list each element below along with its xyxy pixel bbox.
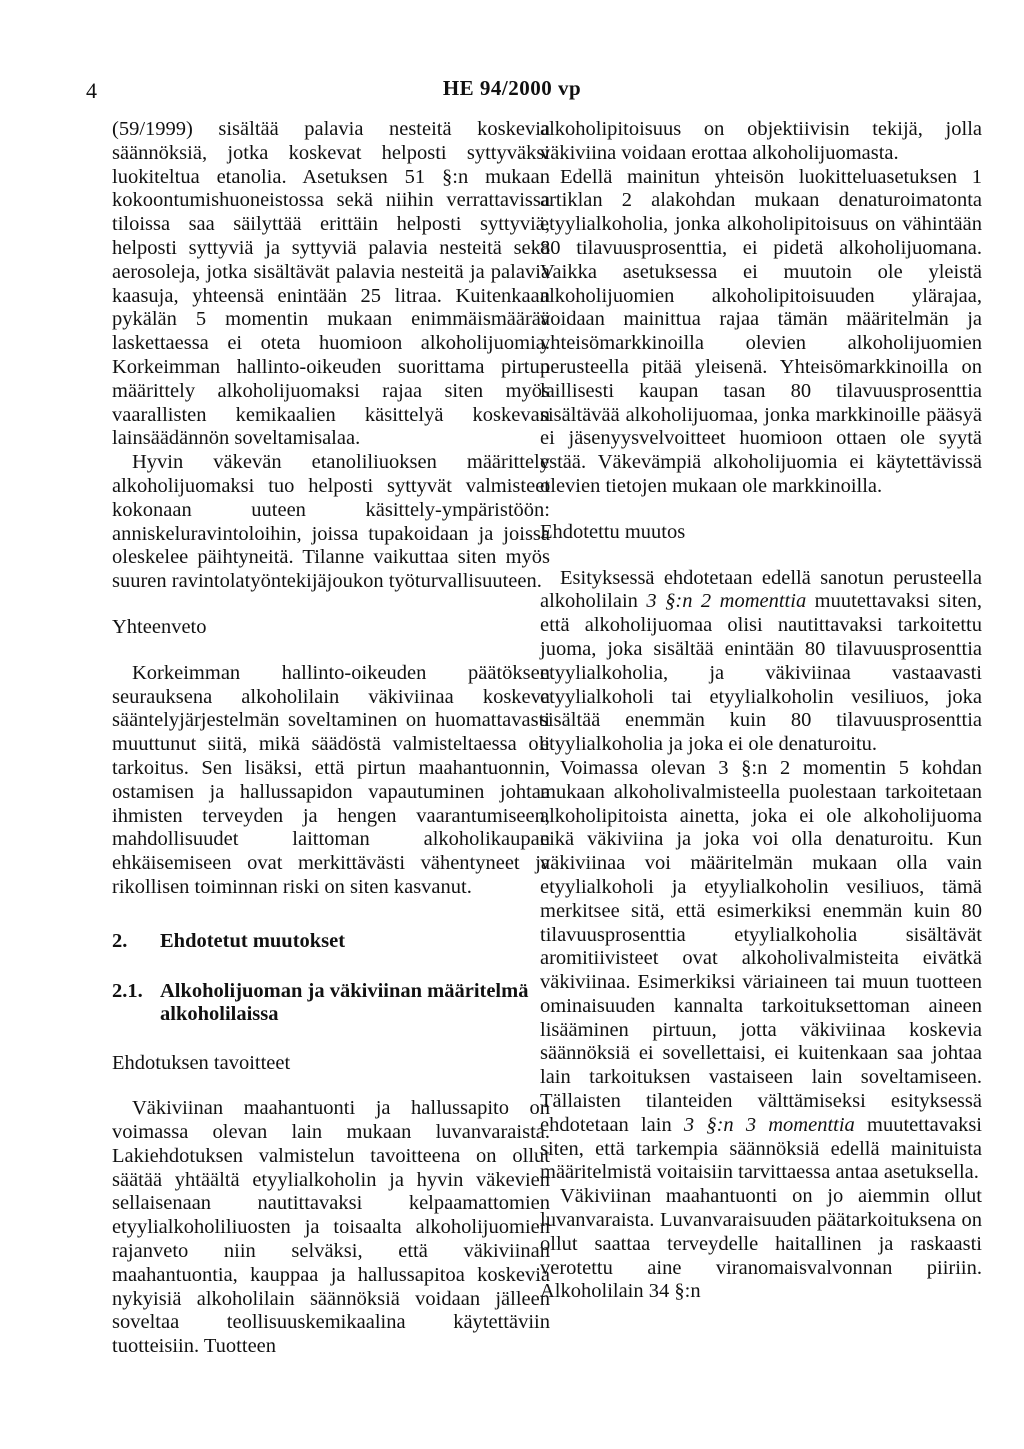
text-run: Voimassa olevan 3 §:n 2 momentin 5 kohdan mukaan alkoholivalmisteella puolestaan tarkoitetaan alkoholipitoista ainetta, joka ei ole alkoholijuoma eikä väkiviina ja joka voi olla denaturoitu. Kun väkiviinaa voi määritelmän mukaan olla vain etyylialkoholi ja etyylialkoholin vesiliuos, tämä merkitsee sitä, että esimerkiksi enemmän kuin 80 tilavuusprosenttia etyylialkoholia sisältävät aromitiivisteet ovat alkoholivalmisteita eivätkä väkiviinaa. Esimerkiksi väriaineen tai muun tuotteen ominaisuuden kannalta tarkoituksettoman aineen lisääminen pirtuun, jotta väkiviinaa koskevia säännöksiä ei sovellettaisi, ei kuitenkaan saa johtaa lain tarkoituksen vastaiseen lain soveltamiseen. Tällaisten tilanteiden välttämiseksi esityksessä ehdotetaan lain: [540, 756, 982, 1136]
right-column: [540, 118, 982, 1304]
section-heading: [112, 930, 550, 954]
running-header: HE 94/2000 vp: [442, 76, 582, 100]
law-reference: 3 §:n 2 momenttia: [646, 590, 807, 613]
subsection-number: 2.1.: [112, 979, 143, 1002]
paragraph: Korkeimman hallinto-oikeuden päätöksen seurauksena alkoholilain väkiviinaa koskeva sääntelyjärjestelmän soveltaminen on huomattavasti muuttunut siitä, mikä säädöstä valmisteltaessa oli tarkoitus. Sen lisäksi, että pirtun maahantuonnin, ostamisen ja hallussapidon vapautuminen johtaa ihmisten terveyden ja hengen vaarantumiseen, mahdollisuudet laittoman alkoholikaupan ehkäisemiseen ovat merkittävästi vähentyneet ja rikollisen toiminnan riski on siten kasvanut.: [112, 661, 550, 898]
paragraph: alkoholipitoisuus on objektiivisin tekijä, jolla väkiviina voidaan erottaa alkoholijuomasta.: [540, 118, 982, 164]
subsection-title: Alkoholijuoman ja väkiviinan määritelmä alkoholilaissa: [160, 979, 529, 1025]
paragraph: Väkiviinan maahantuonti on jo aiemmin ollut luvanvaraista. Luvanvaraisuuden päätarkoituksena on ollut saattaa terveydelle haitallinen ja raskaasti verotettu aine viranomaisvalvonnan piiriin. Alkoholilain 34 §:n: [540, 1185, 982, 1303]
paragraph: Edellä mainitun yhteisön luokitteluasetuksen 1 artiklan 2 alakohdan mukaan denaturoimatonta etyylialkoholia, jonka alkoholipitoisuus on vähintään 80 tilavuusprosenttia, ei pidetä alkoholijuomana. Vaikka asetuksessa ei muutoin ole yleistä alkoholijuomien alkoholipitoisuuden ylärajaa, voidaan mainittua rajaa tämän määritelmän ja yhteisömarkkinoilla olevien alkoholijuomien perusteella pitää yleisenä. Yhteisömarkkinoilla on laillisesti kaupan tasan 80 tilavuusprosenttia sisältävää alkoholijuomaa, jonka markkinoille pääsyä ei jäsenyysvelvoitteet huomioon ottaen ole syytä estää. Väkevämpiä alkoholijuomia ei käytettävissä olevien tietojen mukaan ole markkinoilla.: [540, 165, 982, 497]
subheading-change: Ehdotettu muutos: [540, 520, 686, 543]
section-number: 2.: [112, 929, 128, 952]
paragraph: [540, 567, 982, 757]
subsection-heading: [112, 980, 550, 1026]
paragraph: Väkiviinan maahantuonti ja hallussapito on voimassa olevan lain mukaan luvanvaraista. Lakiehdotuksen valmistelun tavoitteena on ollut säätää yhtäältä etyylialkoholin ja hyvin väkevien sellaisenaan nautittavaksi kelpaamattomien etyylialkoholiliuosten ja toisaalta alkoholijuomien rajanveto niin selväksi, että väkiviinan maahantuontia, kauppaa ja hallussapitoa koskevia nykyisiä alkoholilain säännöksiä voidaan jälleen soveltaa teollisuuskemikaalina käytettäviin tuotteisiin. Tuotteen: [112, 1097, 550, 1358]
paragraph: Hyvin väkevän etanoliliuoksen määrittely alkoholijuomaksi tuo helposti syttyvät valmisteet kokonaan uuteen käsittely-ympäristöön: anniskeluravintoloihin, joissa tupakoidaan ja joissa oleskelee päihtyneitä. Tilanne vaikuttaa siten myös suuren ravintolatyöntekijäjoukon työturvallisuuteen.: [112, 451, 550, 593]
paragraph: [540, 757, 982, 1185]
page-number: 4: [86, 78, 97, 103]
section-title: Ehdotetut muutokset: [160, 929, 346, 952]
left-column: [112, 118, 550, 1359]
text-run: muutettavaksi siten, että alkoholijuomaa olisi nautittavaksi tarkoitettu juoma, joka sisältää enintään 80 tilavuusprosenttia etyylialkoholia, ja väkiviinaa vastaavasti etyylialkoholi tai etyylialkoholin vesiliuos, joka sisältää enemmän kuin 80 tilavuusprosenttia etyylialkoholia ja joka ei ole denaturoitu.: [540, 590, 982, 756]
subheading-goals: Ehdotuksen tavoitteet: [112, 1051, 291, 1074]
paragraph: (59/1999) sisältää palavia nesteitä koskevia säännöksiä, jotka koskevat helposti syttyväksi luokiteltua etanolia. Asetuksen 51 §:n mukaan kokoontumishuoneistossa sekä niihin verrattavissa tiloissa saa säilyttää erittäin helposti syttyviä, helposti syttyviä ja syttyviä palavia nesteitä sekä aerosoleja, jotka sisältävät palavia nesteitä ja palavia kaasuja, yhteensä enintään 25 litraa. Kuitenkaan pykälän 5 momentin mukaan enimmäismäärää laskettaessa ei oteta huomioon alkoholijuomia. Korkeimman hallinto-oikeuden suorittama pirtun määrittely alkoholijuomaksi rajaa siten myös vaarallisten kemikaalien käsittelyä koskevan lainsäädännön soveltamisalaa.: [112, 118, 550, 450]
subheading-summary: Yhteenveto: [112, 615, 207, 638]
text-run: muutettavaksi siten, että tarkempia säännöksiä edellä mainituista määritelmistä voitaisiin tarvittaessa antaa asetuksella.: [540, 1113, 982, 1184]
law-reference: 3 §:n 3 momenttia: [683, 1113, 855, 1136]
text-run: Esityksessä ehdotetaan edellä sanotun perusteella alkoholilain: [540, 566, 982, 613]
